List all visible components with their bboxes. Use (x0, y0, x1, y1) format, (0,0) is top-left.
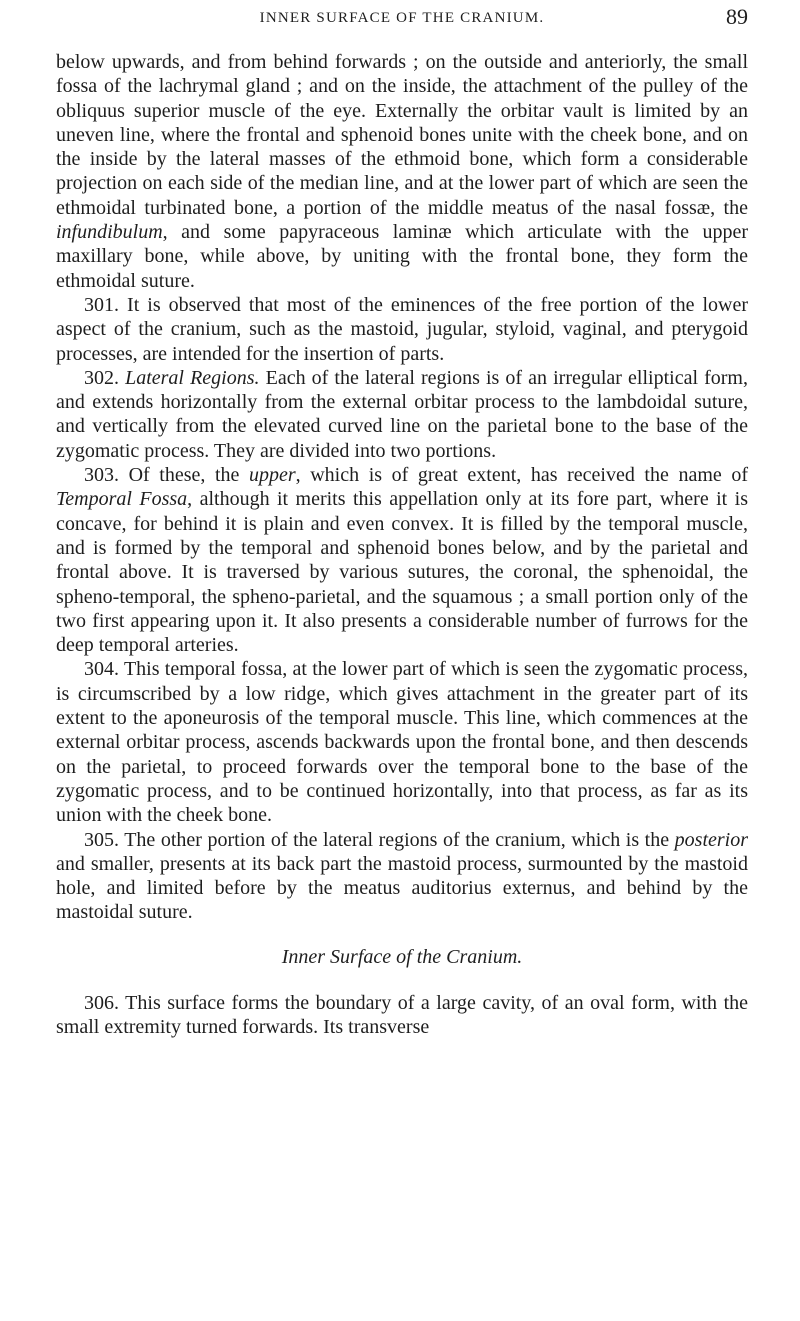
body-text (56, 50, 748, 1040)
paragraph-number: 302. (84, 366, 119, 389)
paragraph-number: 301. (84, 293, 119, 316)
text-run: below upwards, and from behind forwards ; on the outside and anteriorly, the small fossa of the lachrymal gland ; and on the inside, the attachment of the pulley of the obliquus superior muscle of the eye. Externally the orbitar vault is limited by an uneven line, where the frontal and sphenoid bones unite with the cheek bone, and on the inside by the lateral masses of the ethmoid bone, which form a considerable projection on each side of the median line, and at the lower part of which are seen the ethmoidal turbinated bone, a portion of the middle meatus of the nasal fossæ, the (56, 51, 748, 219)
paragraph-305 (56, 828, 748, 925)
italic-term: posterior (674, 828, 748, 851)
paragraph-number: 306. (84, 991, 119, 1014)
text-run: , which is of great extent, has received the name of (295, 464, 748, 487)
italic-term: Temporal Fossa (56, 488, 188, 511)
running-title: INNER SURFACE OF THE CRANIUM. (259, 10, 545, 26)
paragraph-301 (56, 293, 748, 366)
paragraph-number: 305. (84, 828, 119, 851)
page-number: 89 (726, 4, 748, 29)
running-head (56, 0, 748, 50)
paragraph-number: 303. (84, 464, 119, 487)
text-run: This temporal fossa, at the lower part of which is seen the zygomatic process, is circumscribed by a low ridge, which gives attachment in the greater part of its extent to the aponeurosis of the temporal muscle. This line, which commences at the external orbitar process, ascends backwards upon the frontal bone, and then descends on the parietal, to proceed forwards over the temporal bone to the base of the zygomatic process, and to be continued horizontally, into that process, as far as its union with the cheek bone. (56, 658, 749, 827)
paragraph-continued (56, 50, 748, 293)
text-run: Of these, the (128, 464, 249, 487)
paragraph-302 (56, 366, 748, 463)
text-run: It is observed that most of the eminences of the free portion of the lower aspect of the cranium, such as the mastoid, jugular, styloid, vaginal, and pterygoid processes, are intended for the insertion of parts. (56, 293, 749, 365)
italic-term: upper (248, 464, 296, 487)
paragraph-number: 304. (84, 658, 119, 681)
text-run: The other portion of the lateral regions of the cranium, which is the (124, 828, 675, 851)
section-heading: Inner Surface of the Cranium. (281, 945, 523, 968)
paragraph-306 (56, 991, 748, 1040)
text-run: Each of the lateral regions is of an irregular elliptical form, and extends horizontally from the external orbitar process to the lambdoidal suture, and vertically from the elevated curved line on the parietal bone to the base of the zygomatic process. They are divided into two portions. (56, 366, 748, 462)
text-run: , although it merits this appellation only at its fore part, where it is concave, for behind it is plain and even convex. It is filled by the temporal muscle, and is formed by the temporal and sphenoid bones below, and by the parietal and frontal above. It is traversed by various sutures, the coronal, the sphenoidal, the spheno-temporal, the spheno-parietal, and the squamous ; a small portion only of the two first appearing upon it. It also presents a considerable number of furrows for the deep temporal arteries. (56, 488, 748, 657)
paragraph-303 (56, 463, 748, 657)
italic-term: Lateral Regions. (125, 366, 260, 389)
paragraph-304 (56, 657, 748, 827)
text-run: , and some papyraceous laminæ which articulate with the upper maxillary bone, while above, by uniting with the frontal bone, they form the ethmoidal suture. (56, 221, 748, 292)
text-run: This surface forms the boundary of a large cavity, of an oval form, with the small extremity turned forwards. Its transverse (56, 991, 748, 1039)
text-run: and smaller, presents at its back part the mastoid process, surmounted by the mastoid hole, and limited before by the meatus auditorius externus, and behind by the mastoidal suture. (56, 852, 748, 924)
italic-term: infundibulum (56, 221, 163, 244)
